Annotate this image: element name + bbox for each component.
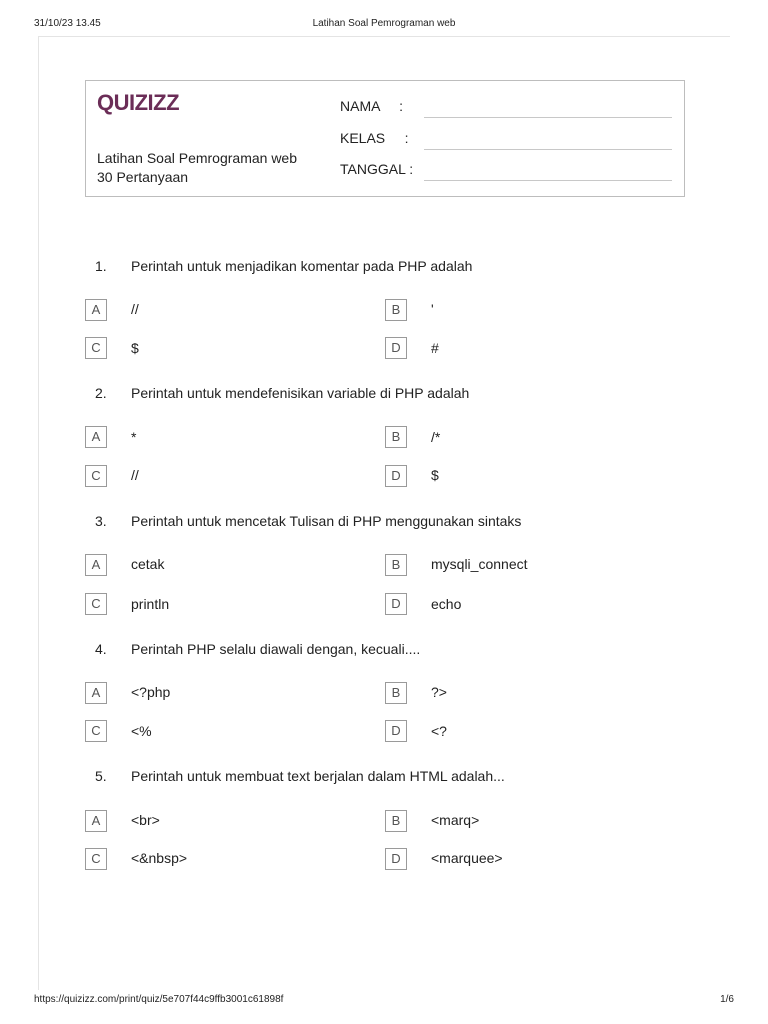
option-b-text: ?> <box>431 684 447 700</box>
option-a-text: <?php <box>131 684 171 700</box>
question-number: 2. <box>95 385 107 401</box>
question-text: Perintah untuk membuat text berjalan dalam HTML adalah... <box>131 768 505 784</box>
option-b-text: /* <box>431 429 441 445</box>
question-number: 5. <box>95 768 107 784</box>
option-a-box: A <box>85 682 107 704</box>
option-c-text: println <box>131 596 170 612</box>
tanggal-line <box>424 180 672 181</box>
option-c-box: C <box>85 720 107 742</box>
kelas-label: KELAS : <box>340 130 409 146</box>
option-c-text: // <box>131 467 139 483</box>
kelas-line <box>424 149 672 150</box>
option-c-text: <&nbsp> <box>131 850 188 866</box>
option-b-box: B <box>385 299 407 321</box>
quiz-question-count: 30 Pertanyaan <box>97 169 189 185</box>
option-c-box: C <box>85 848 107 870</box>
question-number: 1. <box>95 258 107 274</box>
question-text: Perintah untuk menjadikan komentar pada PHP adalah <box>131 258 473 274</box>
option-b-box: B <box>385 810 407 832</box>
option-d-box: D <box>385 465 407 487</box>
option-a-text: // <box>131 301 139 317</box>
option-c-text: <% <box>131 723 152 739</box>
option-d-box: D <box>385 593 407 615</box>
quiz-title: Latihan Soal Pemrograman web <box>97 150 298 166</box>
page-frame-left <box>38 36 39 990</box>
option-a-text: <br> <box>131 812 160 828</box>
svg-text:QUIZIZZ: QUIZIZZ <box>97 90 180 115</box>
option-d-text: $ <box>431 467 439 483</box>
question-text: Perintah untuk mendefenisikan variable di PHP adalah <box>131 385 470 401</box>
option-d-text: <marquee> <box>431 850 503 866</box>
option-a-box: A <box>85 299 107 321</box>
question-text: Perintah PHP selalu diawali dengan, kecuali.... <box>131 641 421 657</box>
option-d-text: # <box>431 340 439 356</box>
nama-label: NAMA : <box>340 98 404 114</box>
option-d-box: D <box>385 337 407 359</box>
option-d-box: D <box>385 848 407 870</box>
print-date: 31/10/23 13.45 <box>34 18 101 29</box>
option-d-text: echo <box>431 596 462 612</box>
nama-line <box>424 117 672 118</box>
question-number: 3. <box>95 513 107 529</box>
option-c-text: $ <box>131 340 139 356</box>
option-b-text: mysqli_connect <box>431 556 528 572</box>
quizizz-logo <box>97 90 187 116</box>
option-a-box: A <box>85 554 107 576</box>
print-page-number: 1/6 <box>720 994 734 1005</box>
option-b-box: B <box>385 554 407 576</box>
option-c-box: C <box>85 593 107 615</box>
print-url[interactable]: https://quizizz.com/print/quiz/5e707f44c9ffb3001c61898f <box>34 994 284 1005</box>
question-text: Perintah untuk mencetak Tulisan di PHP menggunakan sintaks <box>131 513 522 529</box>
option-b-box: B <box>385 682 407 704</box>
header-box <box>85 80 685 197</box>
option-b-text: ' <box>431 301 434 317</box>
option-a-box: A <box>85 426 107 448</box>
option-c-box: C <box>85 337 107 359</box>
print-title: Latihan Soal Pemrograman web <box>312 18 456 29</box>
tanggal-label: TANGGAL : <box>340 161 414 177</box>
option-a-text: * <box>131 429 137 445</box>
option-a-box: A <box>85 810 107 832</box>
option-c-box: C <box>85 465 107 487</box>
option-d-box: D <box>385 720 407 742</box>
option-b-text: <marq> <box>431 812 480 828</box>
option-a-text: cetak <box>131 556 165 572</box>
option-d-text: <? <box>431 723 447 739</box>
option-b-box: B <box>385 426 407 448</box>
page-frame-top <box>38 36 730 37</box>
question-number: 4. <box>95 641 107 657</box>
